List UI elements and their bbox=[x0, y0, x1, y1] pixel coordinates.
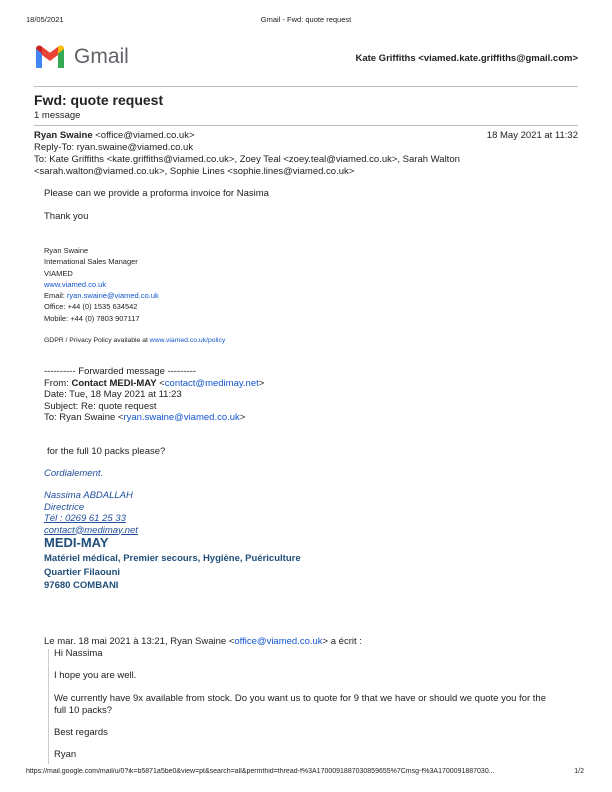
quote-intro-email-link[interactable]: office@viamed.co.uk bbox=[234, 636, 323, 647]
brand-address bbox=[44, 552, 301, 593]
from-open: < bbox=[156, 377, 165, 389]
gdpr-link[interactable]: www.viamed.co.uk/policy bbox=[149, 337, 226, 344]
gdpr-label: GDPR / Privacy Policy available at bbox=[44, 337, 150, 344]
print-date: 18/05/2021 bbox=[26, 15, 64, 24]
quote-stock-2: full 10 packs? bbox=[54, 705, 113, 716]
brand-line-2: Quartier Filaouni bbox=[44, 566, 121, 578]
divider bbox=[34, 86, 578, 87]
sender-email[interactable]: <office@viamed.co.uk> bbox=[95, 130, 195, 141]
to-line-1: To: Kate Griffiths <kate.griffiths@viamed.co.uk>, Zoey Teal <zoey.teal@viamed.co.uk>, Sarah Walton bbox=[34, 154, 460, 165]
quote-hope: I hope you are well. bbox=[54, 670, 137, 681]
quote-stock-1: We currently have 9x available from stock. Do you want us to quote for 9 that we have or should we quote you for the bbox=[54, 693, 546, 704]
sig-role: International Sales Manager bbox=[44, 257, 138, 267]
print-title: Gmail - Fwd: quote request bbox=[260, 15, 352, 24]
sig-company: VIAMED bbox=[44, 268, 73, 278]
thread-subject: Fwd: quote request bbox=[34, 92, 164, 108]
gmail-logo-icon[interactable] bbox=[34, 44, 66, 71]
from-close: > bbox=[258, 377, 265, 389]
quote-name: Ryan bbox=[54, 749, 77, 760]
signature bbox=[44, 245, 159, 324]
quote-intro-suffix: > a écrit : bbox=[322, 636, 362, 647]
quote-intro bbox=[44, 636, 362, 648]
quote-intro-prefix: Le mar. 18 mai 2021 à 13:21, Ryan Swaine < bbox=[44, 636, 235, 647]
reply-to: Reply-To: ryan.swaine@viamed.co.uk bbox=[34, 142, 194, 153]
quote-regards: Best regards bbox=[54, 727, 108, 738]
footer-page: 1/2 bbox=[574, 768, 584, 775]
forwarded-divider: ---------- Forwarded message --------- bbox=[44, 366, 196, 377]
message-date: 18 May 2021 at 11:32 bbox=[486, 130, 578, 141]
fr-sig-name: Nassima ABDALLAH bbox=[44, 490, 133, 501]
fr-signature bbox=[44, 490, 138, 536]
to-close: > bbox=[239, 412, 246, 423]
fr-sig-email-link[interactable]: contact@medimay.net bbox=[44, 524, 138, 536]
sender-name: Ryan Swaine bbox=[34, 130, 93, 141]
forwarded-body: for the full 10 packs please? bbox=[47, 446, 166, 457]
sig-email-row bbox=[44, 290, 159, 301]
from-email-link[interactable]: contact@medimay.net bbox=[164, 377, 259, 389]
to-email-link[interactable]: ryan.swaine@viamed.co.uk bbox=[123, 412, 240, 423]
sig-office: Office: +44 (0) 1535 634542 bbox=[44, 302, 138, 312]
gdpr-line bbox=[44, 335, 225, 346]
sig-name: Ryan Swaine bbox=[44, 246, 89, 255]
divider bbox=[34, 125, 578, 126]
to-label: To: Ryan Swaine < bbox=[44, 412, 124, 423]
sender bbox=[34, 130, 195, 142]
sig-mobile: Mobile: +44 (0) 7803 907117 bbox=[44, 313, 140, 323]
quote-bar bbox=[48, 649, 49, 764]
to-line-2: <sarah.walton@viamed.co.uk>, Sophie Lines <sophie.lines@viamed.co.uk> bbox=[34, 166, 355, 177]
message-count: 1 message bbox=[34, 110, 81, 121]
sig-website-link[interactable]: www.viamed.co.uk bbox=[44, 279, 107, 289]
footer-url: https://mail.google.com/mail/u/0?ik=b5871a5be0&view=pt&search=all&permthid=thread-f%3A1700091887030859655%7Cmsg-f%3A1700091887030... bbox=[26, 768, 495, 775]
body-line-1: Please can we provide a proforma invoice for Nasima bbox=[44, 188, 269, 199]
brand-line-1: Matériel médical, Premier secours, Hygiène, Puériculture bbox=[44, 553, 301, 564]
from-label: From: bbox=[44, 377, 72, 389]
forwarded-to bbox=[44, 412, 264, 424]
forwarded-subject: Subject: Re: quote request bbox=[44, 400, 157, 412]
forwarded-from bbox=[44, 378, 264, 390]
fr-sig-title: Directrice bbox=[44, 501, 85, 513]
quote-hi: Hi Nassima bbox=[54, 648, 103, 659]
forwarded-date: Date: Tue, 18 May 2021 at 11:23 bbox=[44, 389, 182, 400]
fr-sig-phone: Tél : 0269 61 25 33 bbox=[44, 513, 126, 524]
gmail-wordmark: Gmail bbox=[74, 45, 129, 68]
forwarded-header bbox=[44, 366, 264, 424]
account-label: Kate Griffiths <viamed.kate.griffiths@gmail.com> bbox=[355, 53, 578, 64]
brand-line-3: 97680 COMBANI bbox=[44, 580, 119, 591]
from-name: Contact MEDI-MAY bbox=[71, 377, 157, 389]
fr-greeting: Cordialement. bbox=[44, 468, 104, 479]
body-line-2: Thank you bbox=[44, 211, 89, 222]
brand-name: MEDI-MAY bbox=[44, 535, 109, 550]
sig-email-link[interactable]: ryan.swaine@viamed.co.uk bbox=[66, 291, 159, 301]
sig-email-label: Email: bbox=[44, 291, 67, 301]
